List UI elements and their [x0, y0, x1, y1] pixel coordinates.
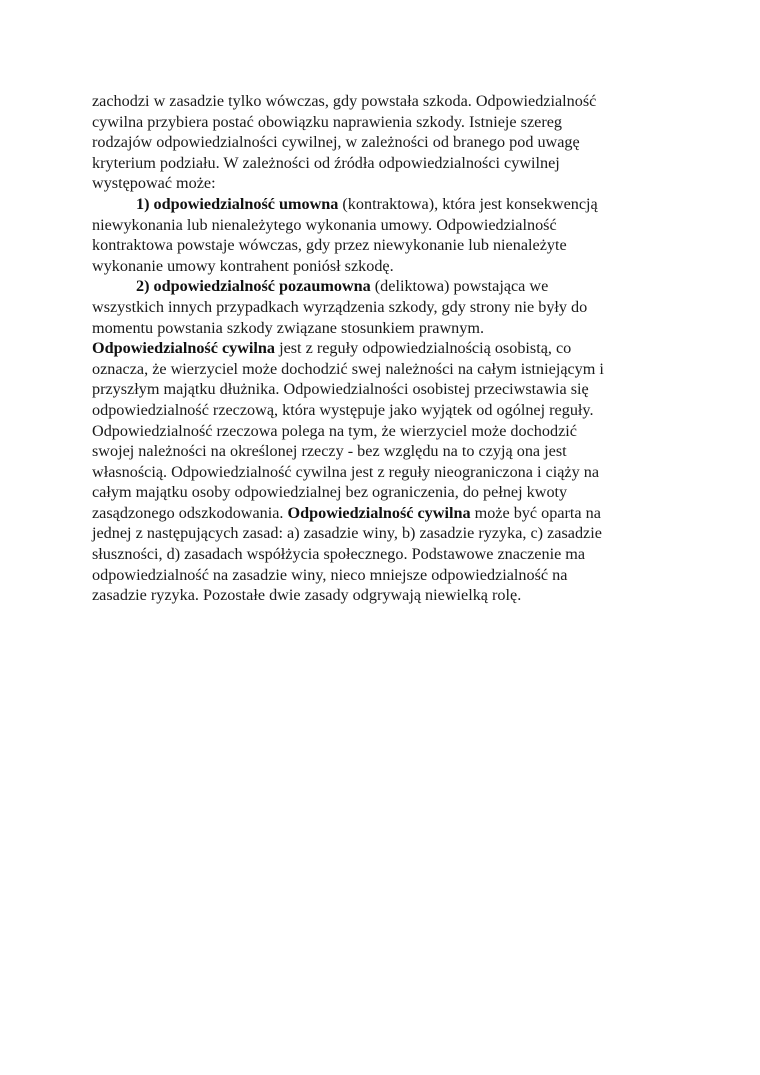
text-run: występować może: [92, 174, 216, 193]
text-run: oznacza, że wierzyciel może dochodzić swej należności na całym istniejącym i [92, 359, 604, 378]
bold-term: 1) odpowiedzialność umowna [136, 194, 339, 213]
text-run: jest z reguły odpowiedzialnością osobistą, co [275, 339, 572, 358]
text-run: (kontraktowa), która jest konsekwencją [338, 194, 598, 213]
text-run: jednej z następujących zasad: a) zasadzie winy, b) zasadzie ryzyka, c) zasadzie [92, 524, 602, 543]
text-line [92, 112, 670, 133]
text-line [92, 132, 670, 153]
text-run: kryterium podziału. W zależności od źródła odpowiedzialności cywilnej [92, 153, 560, 172]
text-line [92, 173, 670, 194]
text-run: (deliktowa) powstająca we [370, 277, 549, 296]
text-line [92, 421, 670, 442]
text-run: wykonanie umowy kontrahent poniósł szkodę. [92, 256, 394, 275]
text-line [92, 194, 670, 215]
text-run: własnością. Odpowiedzialność cywilna jest z reguły nieograniczona i ciąży na [92, 462, 600, 481]
text-line [92, 585, 670, 606]
text-run: zasadzie ryzyka. Pozostałe dwie zasady odgrywają niewielką rolę. [92, 586, 522, 605]
text-run: słuszności, d) zasadach współżycia społecznego. Podstawowe znaczenie ma [92, 545, 586, 564]
text-line [92, 565, 670, 586]
text-run: przyszłym majątku dłużnika. Odpowiedzialności osobistej przeciwstawia się [92, 380, 589, 399]
text-run: zasądzonego odszkodowania. [92, 503, 288, 522]
text-line [92, 276, 670, 297]
text-line [92, 91, 670, 112]
text-line [92, 359, 670, 380]
text-run: odpowiedzialność rzeczową, która występuje jako wyjątek od ogólnej reguły. [92, 400, 594, 419]
text-line [92, 297, 670, 318]
text-line [92, 379, 670, 400]
text-run: całym majątku osoby odpowiedzialnej bez ograniczenia, do pełnej kwoty [92, 483, 568, 502]
text-line [92, 462, 670, 483]
text-line [92, 441, 670, 462]
text-run: Odpowiedzialność rzeczowa polega na tym, że wierzyciel może dochodzić [92, 421, 577, 440]
text-line [92, 235, 670, 256]
text-run: rodzajów odpowiedzialności cywilnej, w zależności od branego pod uwagę [92, 133, 580, 152]
text-run: cywilna przybiera postać obowiązku naprawienia szkody. Istnieje szereg [92, 112, 562, 131]
bold-term: Odpowiedzialność cywilna [92, 339, 276, 358]
text-line [92, 400, 670, 421]
text-line [92, 482, 670, 503]
text-line [92, 503, 670, 524]
text-line [92, 544, 670, 565]
text-run: kontraktowa powstaje wówczas, gdy przez niewykonanie lub nienależyte [92, 236, 567, 255]
text-line [92, 523, 670, 544]
text-run: odpowiedzialność na zasadzie winy, nieco mniejsze odpowiedzialność na [92, 565, 568, 584]
text-line [92, 256, 670, 277]
text-line [92, 318, 670, 339]
text-run: swojej należności na określonej rzeczy - bez względu na to czyją ona jest [92, 442, 567, 461]
text-run: wszystkich innych przypadkach wyrządzenia szkody, gdy strony nie były do [92, 297, 588, 316]
text-run: momentu powstania szkody związane stosunkiem prawnym. [92, 318, 485, 337]
bold-term: 2) odpowiedzialność pozaumowna [136, 277, 371, 296]
text-run: może być oparta na [470, 503, 601, 522]
text-line [92, 215, 670, 236]
text-line [92, 338, 670, 359]
text-run: niewykonania lub nienależytego wykonania umowy. Odpowiedzialność [92, 215, 557, 234]
text-line [92, 153, 670, 174]
document-body-text [92, 91, 670, 606]
bold-term: Odpowiedzialność cywilna [287, 503, 471, 522]
text-run: zachodzi w zasadzie tylko wówczas, gdy powstała szkoda. Odpowiedzialność [92, 92, 597, 110]
